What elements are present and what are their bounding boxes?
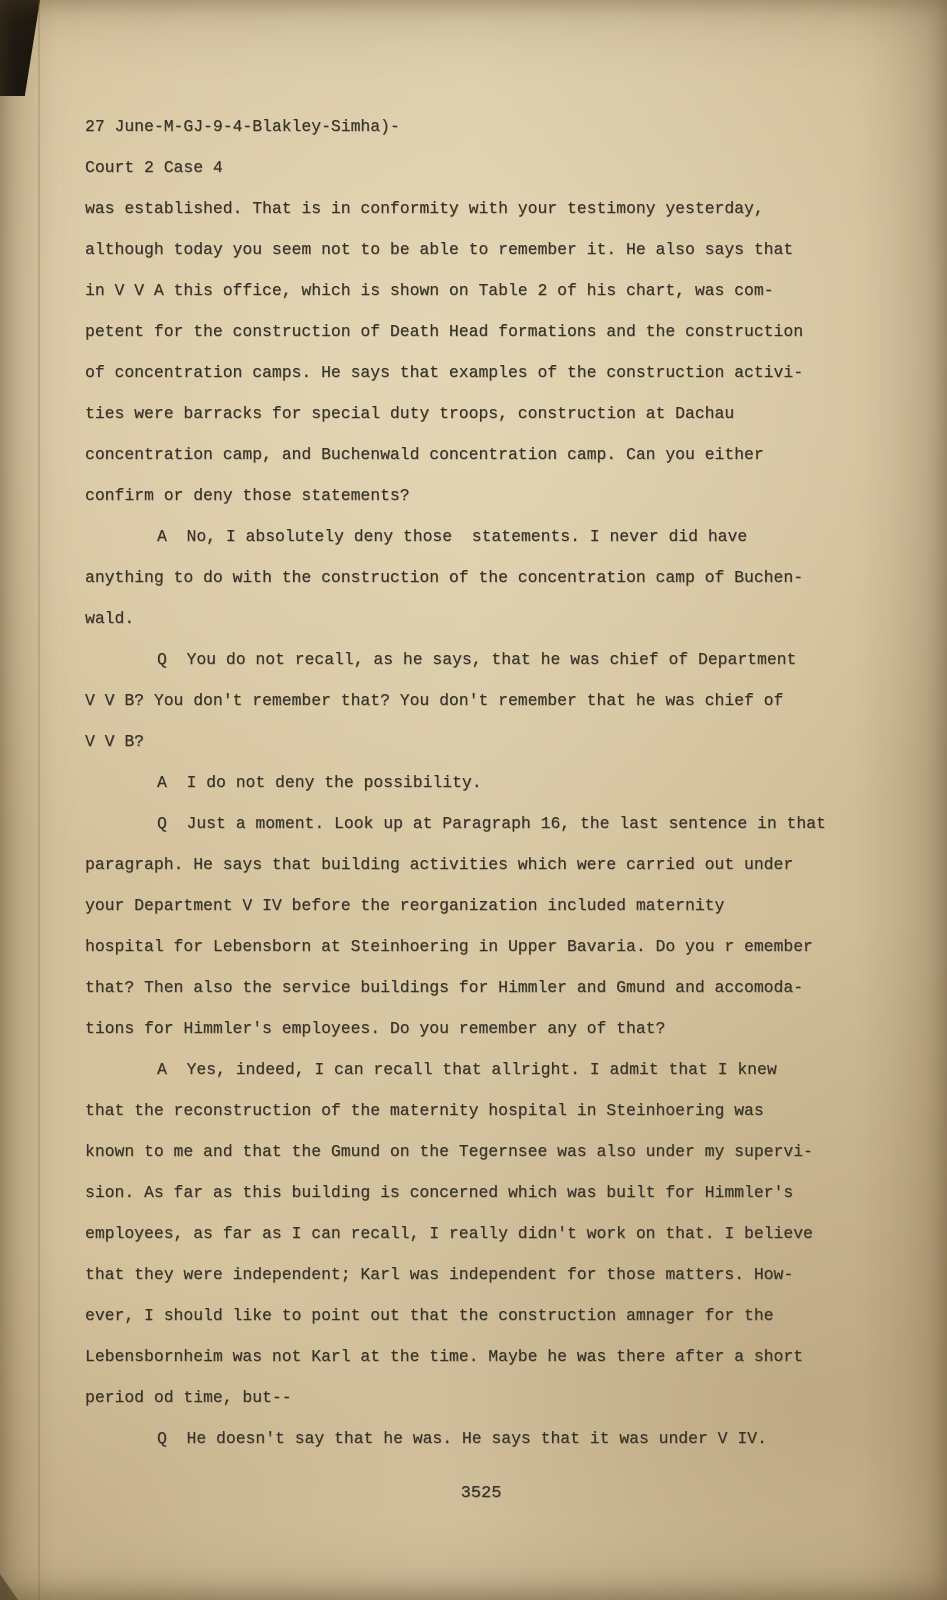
- transcript-line: of concentration camps. He says that examples of the construction activi-: [85, 363, 804, 382]
- transcript-line: wald.: [85, 609, 135, 628]
- transcript-line: that? Then also the service buildings for Himmler and Gmund and accomoda-: [85, 978, 804, 997]
- transcript-content: [85, 106, 877, 1514]
- transcript-line: anything to do with the construction of the concentration camp of Buchen-: [85, 568, 804, 587]
- transcript-line: paragraph. He says that building activities which were carried out under: [85, 855, 794, 874]
- transcript-line: A I do not deny the possibility.: [157, 773, 482, 792]
- transcript-line: period od time, but--: [85, 1388, 292, 1407]
- transcript-line: known to me and that the Gmund on the Tegernsee was also under my supervi-: [85, 1142, 813, 1161]
- transcript-line: in V V A this office, which is shown on Table 2 of his chart, was com-: [85, 281, 774, 300]
- black-corner-artifact: [0, 0, 40, 96]
- transcript-line: V V B?: [85, 732, 145, 751]
- transcript-line: tions for Himmler's employees. Do you remember any of that?: [85, 1019, 666, 1038]
- transcript-line: that the reconstruction of the maternity hospital in Steinhoering was: [85, 1101, 764, 1120]
- transcript-line: that they were independent; Karl was independent for those matters. How-: [85, 1265, 794, 1284]
- header-case-line: Court 2 Case 4: [85, 158, 223, 177]
- transcript-line: concentration camp, and Buchenwald concentration camp. Can you either: [85, 445, 764, 464]
- page-number: 3525: [460, 1484, 502, 1503]
- transcript-line: A Yes, indeed, I can recall that allright. I admit that I knew: [157, 1060, 777, 1079]
- transcript-line: your Department V IV before the reorganization included maternity: [85, 896, 725, 915]
- paper-fold-line: [38, 0, 40, 1600]
- header-slug: 27 June-M-GJ-9-4-Blakley-Simha)-: [85, 117, 400, 136]
- transcript-line: employees, as far as I can recall, I really didn't work on that. I believe: [85, 1224, 813, 1243]
- transcript-line: petent for the construction of Death Head formations and the construction: [85, 322, 804, 341]
- transcript-line: A No, I absolutely deny those statements. I never did have: [157, 527, 748, 546]
- transcript-line: V V B? You don't remember that? You don't remember that he was chief of: [85, 691, 784, 710]
- transcript-line: although today you seem not to be able to remember it. He also says that: [85, 240, 794, 259]
- transcript-line: Q Just a moment. Look up at Paragraph 16, the last sentence in that: [157, 814, 826, 833]
- transcript-body: [85, 188, 877, 1459]
- bottom-corner-shadow: [0, 1574, 18, 1600]
- transcript-line: Lebensbornheim was not Karl at the time. Maybe he was there after a short: [85, 1347, 804, 1366]
- transcript-line: ever, I should like to point out that the construction amnager for the: [85, 1306, 774, 1325]
- transcript-line: hospital for Lebensborn at Steinhoering in Upper Bavaria. Do you r emember: [85, 937, 813, 956]
- transcript-line: sion. As far as this building is concerned which was built for Himmler's: [85, 1183, 794, 1202]
- transcript-line: confirm or deny those statements?: [85, 486, 410, 505]
- transcript-line: Q He doesn't say that he was. He says that it was under V IV.: [157, 1429, 767, 1448]
- transcript-line: Q You do not recall, as he says, that he was chief of Department: [157, 650, 797, 669]
- transcript-line: ties were barracks for special duty troops, construction at Dachau: [85, 404, 735, 423]
- transcript-line: was established. That is in conformity with your testimony yesterday,: [85, 199, 764, 218]
